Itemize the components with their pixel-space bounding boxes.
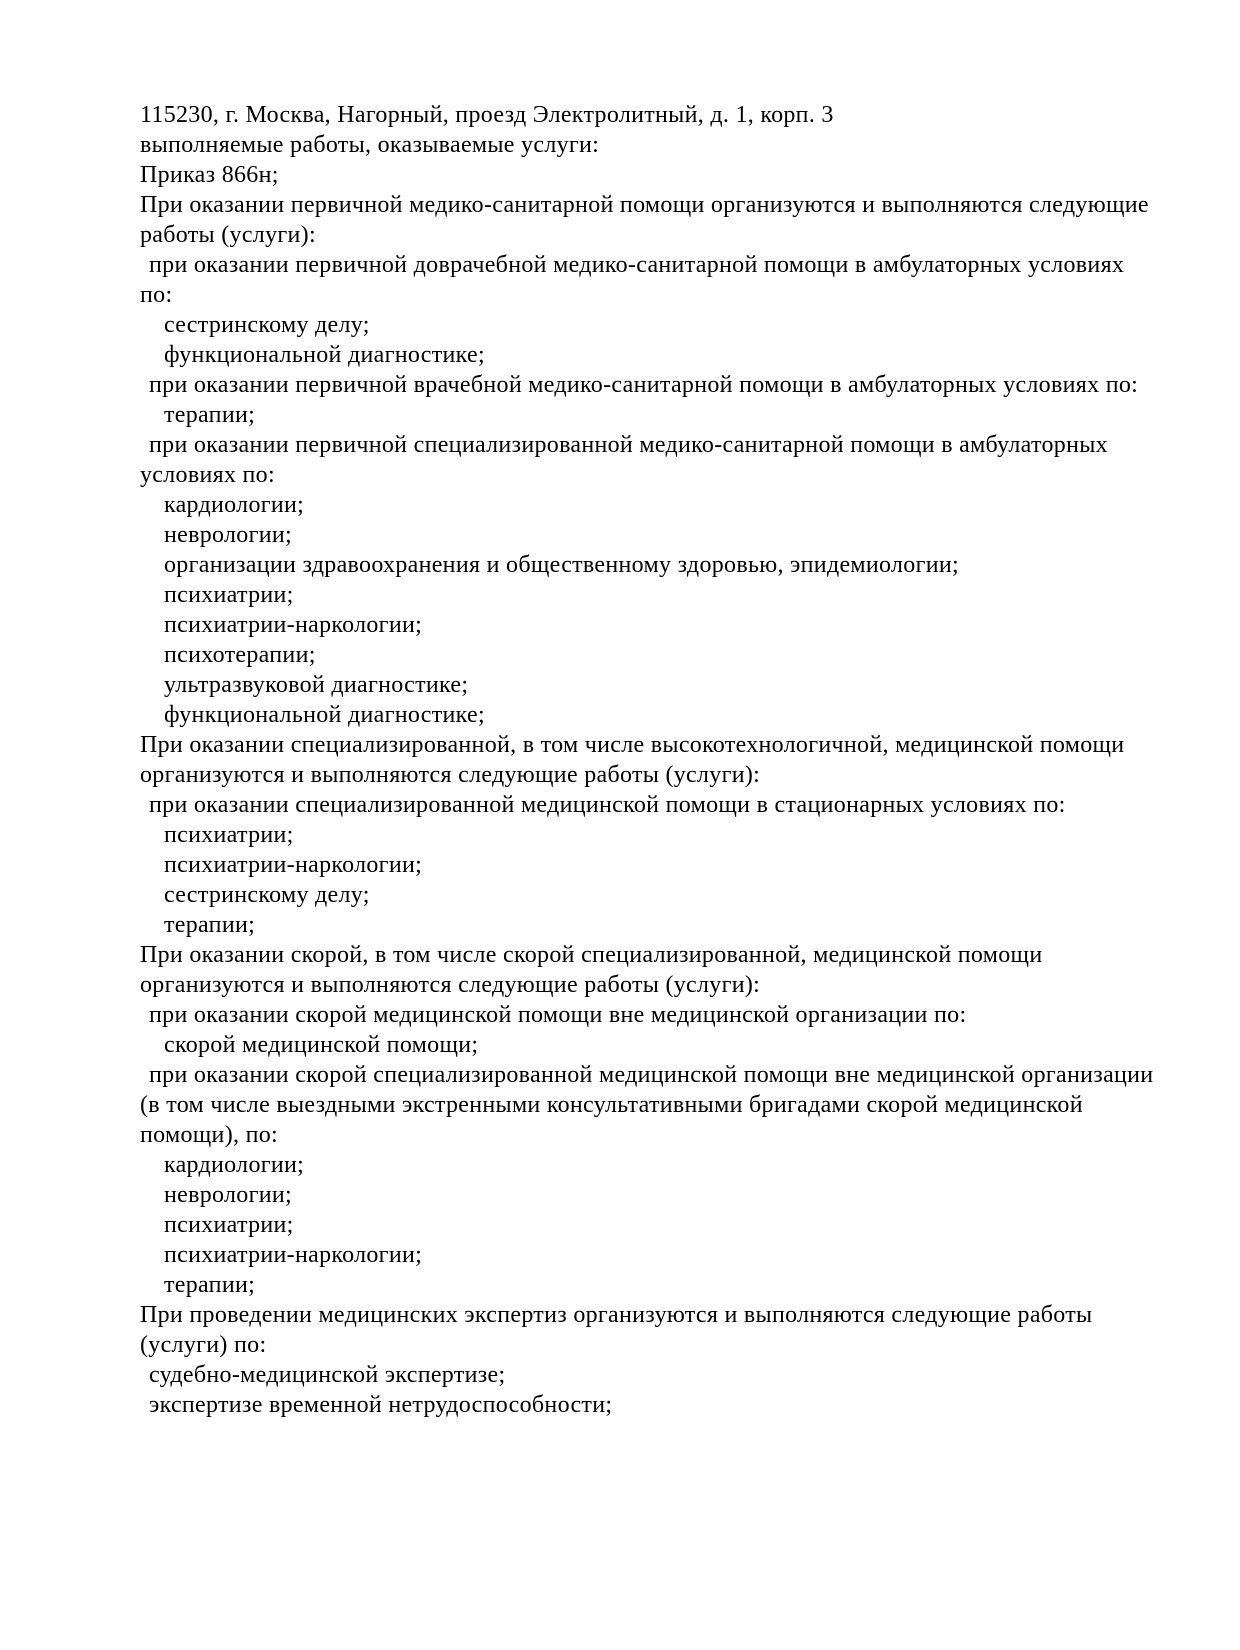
text-line: терапии; <box>164 402 256 428</box>
text-line: психиатрии; <box>164 582 294 608</box>
text-line: Приказ 866н; <box>140 162 279 188</box>
text-line: организации здравоохранения и общественному здоровью, эпидемиологии; <box>164 552 959 578</box>
text-line: организуются и выполняются следующие работы (услуги): <box>140 972 761 998</box>
text-line: скорой медицинской помощи; <box>164 1032 479 1058</box>
text-line: функциональной диагностике; <box>164 702 485 728</box>
text-line: При оказании специализированной, в том числе высокотехнологичной, медицинской помощи <box>140 732 1125 758</box>
text-line: терапии; <box>164 1272 256 1298</box>
text-line: (услуги) по: <box>140 1332 267 1358</box>
text-line: судебно-медицинской экспертизе; <box>149 1362 506 1388</box>
text-line: при оказании первичной доврачебной медико-санитарной помощи в амбулаторных условиях <box>149 252 1125 278</box>
text-line: терапии; <box>164 912 256 938</box>
text-line: психиатрии-наркологии; <box>164 852 423 878</box>
text-line: при оказании первичной врачебной медико-санитарной помощи в амбулаторных условиях по: <box>149 372 1139 398</box>
text-line: психиатрии-наркологии; <box>164 1242 423 1268</box>
text-line: организуются и выполняются следующие работы (услуги): <box>140 762 761 788</box>
text-line: кардиологии; <box>164 1152 305 1178</box>
text-line: при оказании скорой медицинской помощи вне медицинской организации по: <box>149 1002 967 1028</box>
text-line: 115230, г. Москва, Нагорный, проезд Электролитный, д. 1, корп. 3 <box>140 102 834 128</box>
text-line: психиатрии-наркологии; <box>164 612 423 638</box>
text-line: функциональной диагностике; <box>164 342 485 368</box>
text-line: психотерапии; <box>164 642 316 668</box>
text-line: неврологии; <box>164 1182 292 1208</box>
text-line: при оказании скорой специализированной медицинской помощи вне медицинской организации <box>149 1062 1154 1088</box>
text-line: сестринскому делу; <box>164 312 370 338</box>
text-line: помощи), по: <box>140 1122 279 1148</box>
text-line: ультразвуковой диагностике; <box>164 672 469 698</box>
text-line: (в том числе выездными экстренными консультативными бригадами скорой медицинской <box>140 1092 1083 1118</box>
text-line: при оказании первичной специализированной медико-санитарной помощи в амбулаторных <box>149 432 1108 458</box>
text-line: выполняемые работы, оказываемые услуги: <box>140 132 600 158</box>
text-line: При оказании скорой, в том числе скорой специализированной, медицинской помощи <box>140 942 1043 968</box>
license-works-services-text <box>140 100 1154 1420</box>
text-line: сестринскому делу; <box>164 882 370 908</box>
text-line: экспертизе временной нетрудоспособности; <box>149 1392 613 1418</box>
text-line: кардиологии; <box>164 492 305 518</box>
text-line: условиях по: <box>140 462 275 488</box>
text-line: по: <box>140 282 173 308</box>
text-line: При оказании первичной медико-санитарной помощи организуются и выполняются следующие <box>140 192 1149 218</box>
text-line: психиатрии; <box>164 822 294 848</box>
text-line: при оказании специализированной медицинской помощи в стационарных условиях по: <box>149 792 1066 818</box>
text-line: психиатрии; <box>164 1212 294 1238</box>
text-line: При проведении медицинских экспертиз организуются и выполняются следующие работы <box>140 1302 1093 1328</box>
text-line: неврологии; <box>164 522 292 548</box>
text-line: работы (услуги): <box>140 222 316 248</box>
